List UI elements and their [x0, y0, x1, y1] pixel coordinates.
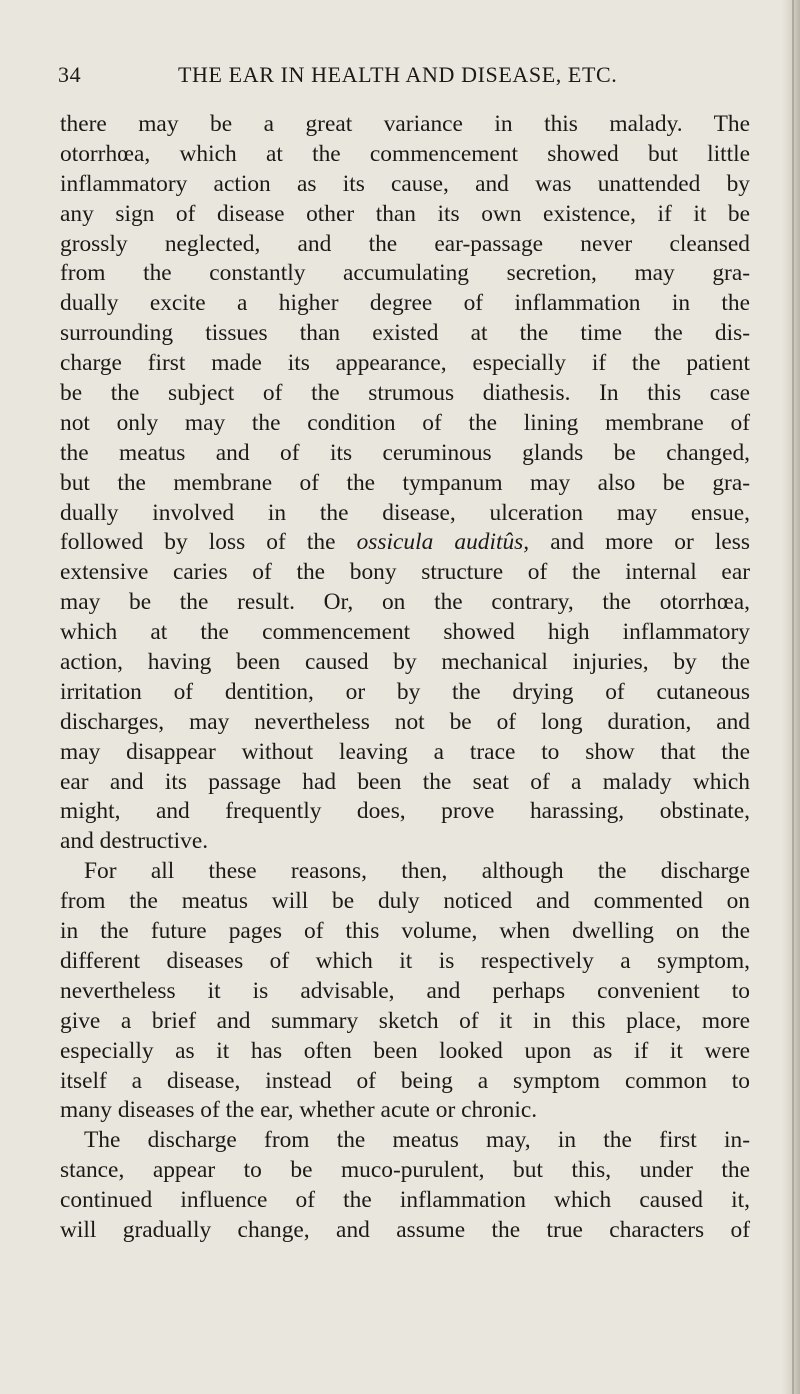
text-line: there may be a great variance in this malady. The [60, 111, 750, 137]
running-head: THE EAR IN HEALTH AND DISEASE, ETC. [178, 62, 618, 87]
text-line: extensive caries of the bony structure of the internal ear [60, 559, 750, 586]
text-line: itself a disease, instead of being a symptom common to [60, 1067, 750, 1094]
text-line: the meatus and of its ceruminous glands be changed, [60, 439, 750, 466]
page-edge [782, 0, 800, 1394]
text-fragment: and more or less [529, 529, 751, 556]
italic-term: ossicula auditûs, [356, 529, 530, 556]
text-line: from the constantly accumulating secretion, may gra- [60, 260, 750, 287]
text-line: be the subject of the strumous diathesis. In this case [60, 380, 750, 407]
text-line: not only may the condition of the lining membrane of [60, 409, 750, 436]
text-line: continued influence of the inflammation which caused it, [60, 1187, 750, 1214]
text-line: inflammatory action as its cause, and was unattended by [60, 170, 750, 197]
paragraph-end-line: many diseases of the ear, whether acute or chronic. [60, 1097, 538, 1124]
text-line: dually excite a higher degree of inflammation in the [60, 290, 750, 317]
text-line: discharges, may nevertheless not be of long duration, and [60, 708, 750, 735]
text-fragment: followed by loss of the [60, 529, 357, 556]
text-line: charge first made its appearance, especially if the patient [60, 350, 750, 377]
paragraph-start-line: For all these reasons, then, although the discharge [84, 858, 750, 885]
text-line: nevertheless it is advisable, and perhaps convenient to [60, 977, 750, 1004]
text-line-with-italic [60, 528, 750, 558]
page-number: 34 [58, 62, 82, 87]
text-line: in the future pages of this volume, when dwelling on the [60, 918, 750, 945]
text-line: stance, appear to be muco-purulent, but this, under the [60, 1157, 750, 1184]
page-header [58, 62, 748, 90]
text-line: otorrhœa, which at the commencement showed but little [60, 140, 750, 167]
text-line: any sign of disease other than its own existence, if it be [60, 200, 750, 227]
text-line: grossly neglected, and the ear-passage never cleansed [60, 230, 750, 257]
text-line: different diseases of which it is respectively a symptom, [60, 947, 750, 974]
body-text [60, 110, 750, 1246]
paragraph-end-line: and destructive. [60, 828, 209, 855]
text-line: which at the commencement showed high inflammatory [60, 619, 750, 646]
text-line: will gradually change, and assume the true characters of [60, 1216, 750, 1243]
text-line: surrounding tissues than existed at the time the dis- [60, 320, 750, 347]
paragraph-start-line: The discharge from the meatus may, in the first in- [84, 1127, 750, 1154]
text-line: might, and frequently does, prove harassing, obstinate, [60, 798, 750, 825]
text-line: action, having been caused by mechanical injuries, by the [60, 649, 750, 676]
text-line: especially as it has often been looked upon as if it were [60, 1037, 750, 1064]
text-line: dually involved in the disease, ulceration may ensue, [60, 499, 750, 526]
text-line: may be the result. Or, on the contrary, the otorrhœa, [60, 589, 750, 616]
text-line: ear and its passage had been the seat of a malady which [60, 768, 750, 795]
text-line: give a brief and summary sketch of it in this place, more [60, 1007, 750, 1034]
text-line: but the membrane of the tympanum may also be gra- [60, 469, 750, 496]
page-edge-line [792, 0, 794, 1394]
text-line: irritation of dentition, or by the drying of cutaneous [60, 678, 750, 705]
text-line: may disappear without leaving a trace to show that the [60, 738, 750, 765]
text-line: from the meatus will be duly noticed and commented on [60, 888, 750, 915]
